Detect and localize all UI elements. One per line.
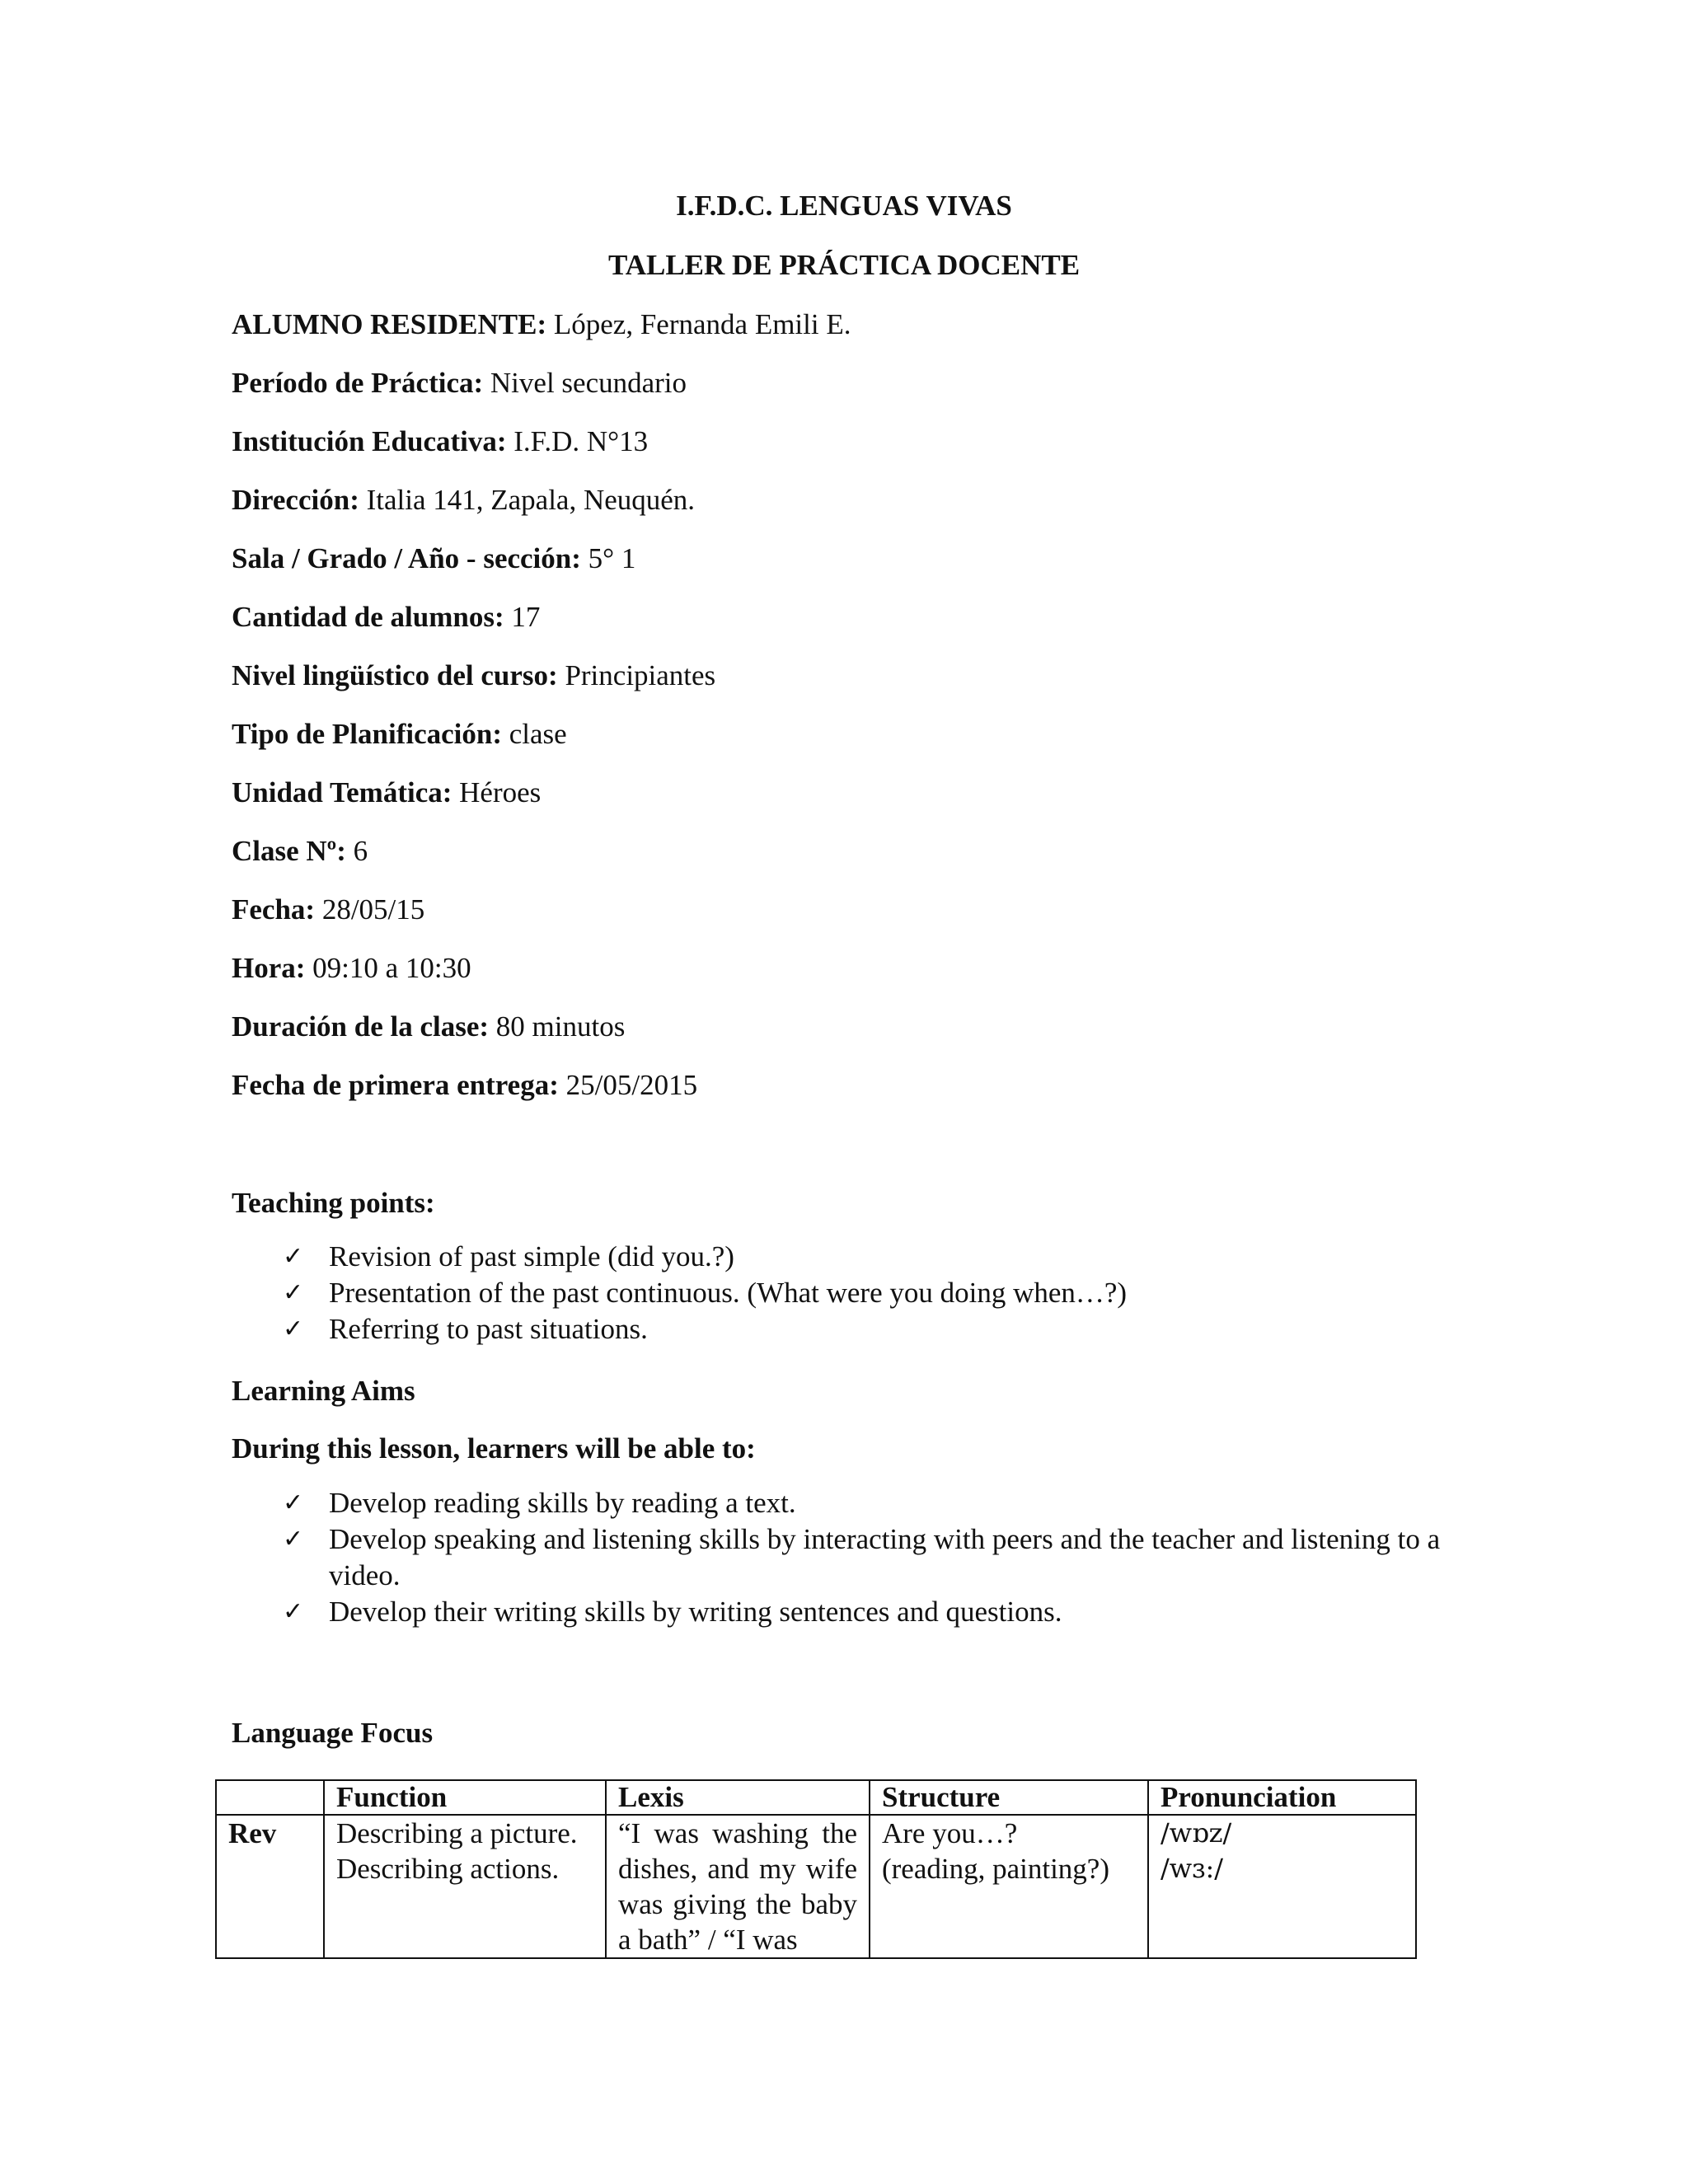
field-unidad-tematica: [232, 776, 541, 809]
field-duracion: [232, 1010, 625, 1043]
field-value: Principiantes: [565, 659, 716, 691]
checkmark-icon: ✓: [283, 1242, 304, 1271]
list-item: ✓ Develop reading skills by reading a text.: [232, 1485, 1451, 1521]
field-label: Unidad Temática:: [232, 776, 452, 808]
field-fecha-entrega: [232, 1069, 697, 1102]
field-value: Héroes: [459, 776, 542, 808]
field-label: Tipo de Planificación:: [232, 718, 502, 750]
pronunciation-cell: [1148, 1815, 1416, 1958]
field-fecha: [232, 893, 424, 926]
field-label: ALUMNO RESIDENTE:: [232, 308, 547, 340]
list-item: ✓ Presentation of the past continuous. (What were you doing when…?): [232, 1275, 1451, 1311]
field-label: Fecha de primera entrega:: [232, 1069, 559, 1101]
field-direccion: [232, 484, 695, 517]
field-value: 80 minutos: [495, 1010, 626, 1043]
institution-title: I.F.D.C. LENGUAS VIVAS: [676, 190, 1012, 222]
field-label: Fecha:: [232, 893, 316, 926]
field-value: 17: [511, 601, 541, 633]
field-label: Dirección:: [232, 484, 359, 516]
language-focus-heading: Language Focus: [232, 1717, 434, 1749]
checkmark-icon: ✓: [283, 1597, 304, 1626]
column-header: Pronunciation: [1148, 1780, 1416, 1815]
function-cell: [324, 1815, 606, 1958]
field-label: Nivel lingüístico del curso:: [232, 659, 558, 691]
field-label: Clase Nº:: [232, 835, 346, 867]
field-sala-grado: [232, 542, 635, 575]
teaching-points-heading: Teaching points:: [232, 1187, 435, 1219]
lexis-cell: “I was washing the dishes, and my wife was giving the baby a bath” / “I was: [606, 1815, 870, 1958]
column-header: Lexis: [606, 1780, 870, 1815]
row-label: Rev: [216, 1815, 324, 1958]
column-header: Structure: [870, 1780, 1148, 1815]
course-title: TALLER DE PRÁCTICA DOCENTE: [607, 249, 1081, 281]
table-row: [216, 1815, 1416, 1958]
learning-aims-heading: Learning Aims: [232, 1375, 415, 1407]
field-value: Nivel secundario: [490, 367, 687, 399]
language-focus-table: [215, 1779, 1417, 1959]
checkmark-icon: ✓: [283, 1525, 304, 1554]
column-header: [216, 1780, 324, 1815]
checkmark-icon: ✓: [283, 1315, 304, 1343]
list-item: ✓ Develop speaking and listening skills by interacting with peers and the teacher and listening to a video.: [283, 1523, 1441, 1591]
field-label: Institución Educativa:: [232, 425, 507, 457]
field-institucion: [232, 425, 648, 458]
learning-aims-subheading: During this lesson, learners will be able to:: [232, 1432, 756, 1465]
list-item: ✓ Develop their writing skills by writing sentences and questions.: [232, 1594, 1451, 1630]
field-value: Italia 141, Zapala, Neuquén.: [366, 484, 696, 516]
field-value: López, Fernanda Emili E.: [553, 308, 851, 340]
list-item: ✓ Referring to past situations.: [232, 1311, 1451, 1347]
field-label: Hora:: [232, 952, 306, 984]
cell-line: Describing a picture.: [336, 1817, 578, 1849]
cell-line: Are you…?: [882, 1817, 1018, 1849]
checkmark-icon: ✓: [283, 1488, 304, 1517]
field-value: 6: [353, 835, 368, 867]
field-value: clase: [509, 718, 567, 750]
field-alumno-residente: [232, 308, 851, 341]
cell-line: /wɜ:/: [1160, 1853, 1224, 1884]
field-clase-numero: [232, 835, 368, 868]
field-value: 25/05/2015: [565, 1069, 698, 1101]
field-hora: [232, 952, 471, 985]
field-cantidad-alumnos: [232, 601, 540, 634]
teaching-points-list: [232, 1239, 1451, 1347]
field-label: Cantidad de alumnos:: [232, 601, 504, 633]
checkmark-icon: ✓: [283, 1278, 304, 1307]
learning-aims-list: [232, 1485, 1451, 1630]
field-nivel-linguistico: [232, 659, 715, 692]
cell-line: /wɒz/: [1160, 1817, 1232, 1849]
list-item: ✓ Revision of past simple (did you.?): [232, 1239, 1451, 1275]
field-label: Duración de la clase:: [232, 1010, 490, 1043]
cell-line: (reading, painting?): [882, 1853, 1110, 1885]
structure-cell: [870, 1815, 1148, 1958]
cell-line: Describing actions.: [336, 1853, 560, 1885]
field-value: 5° 1: [588, 542, 636, 574]
table-header-row: [216, 1780, 1416, 1815]
column-header: Function: [324, 1780, 606, 1815]
field-periodo-practica: [232, 367, 687, 400]
field-value: 28/05/15: [321, 893, 425, 926]
field-value: I.F.D. N°13: [513, 425, 649, 457]
field-label: Período de Práctica:: [232, 367, 484, 399]
field-tipo-planificacion: [232, 718, 567, 751]
field-value: 09:10 a 10:30: [312, 952, 471, 984]
field-label: Sala / Grado / Año - sección:: [232, 542, 581, 574]
